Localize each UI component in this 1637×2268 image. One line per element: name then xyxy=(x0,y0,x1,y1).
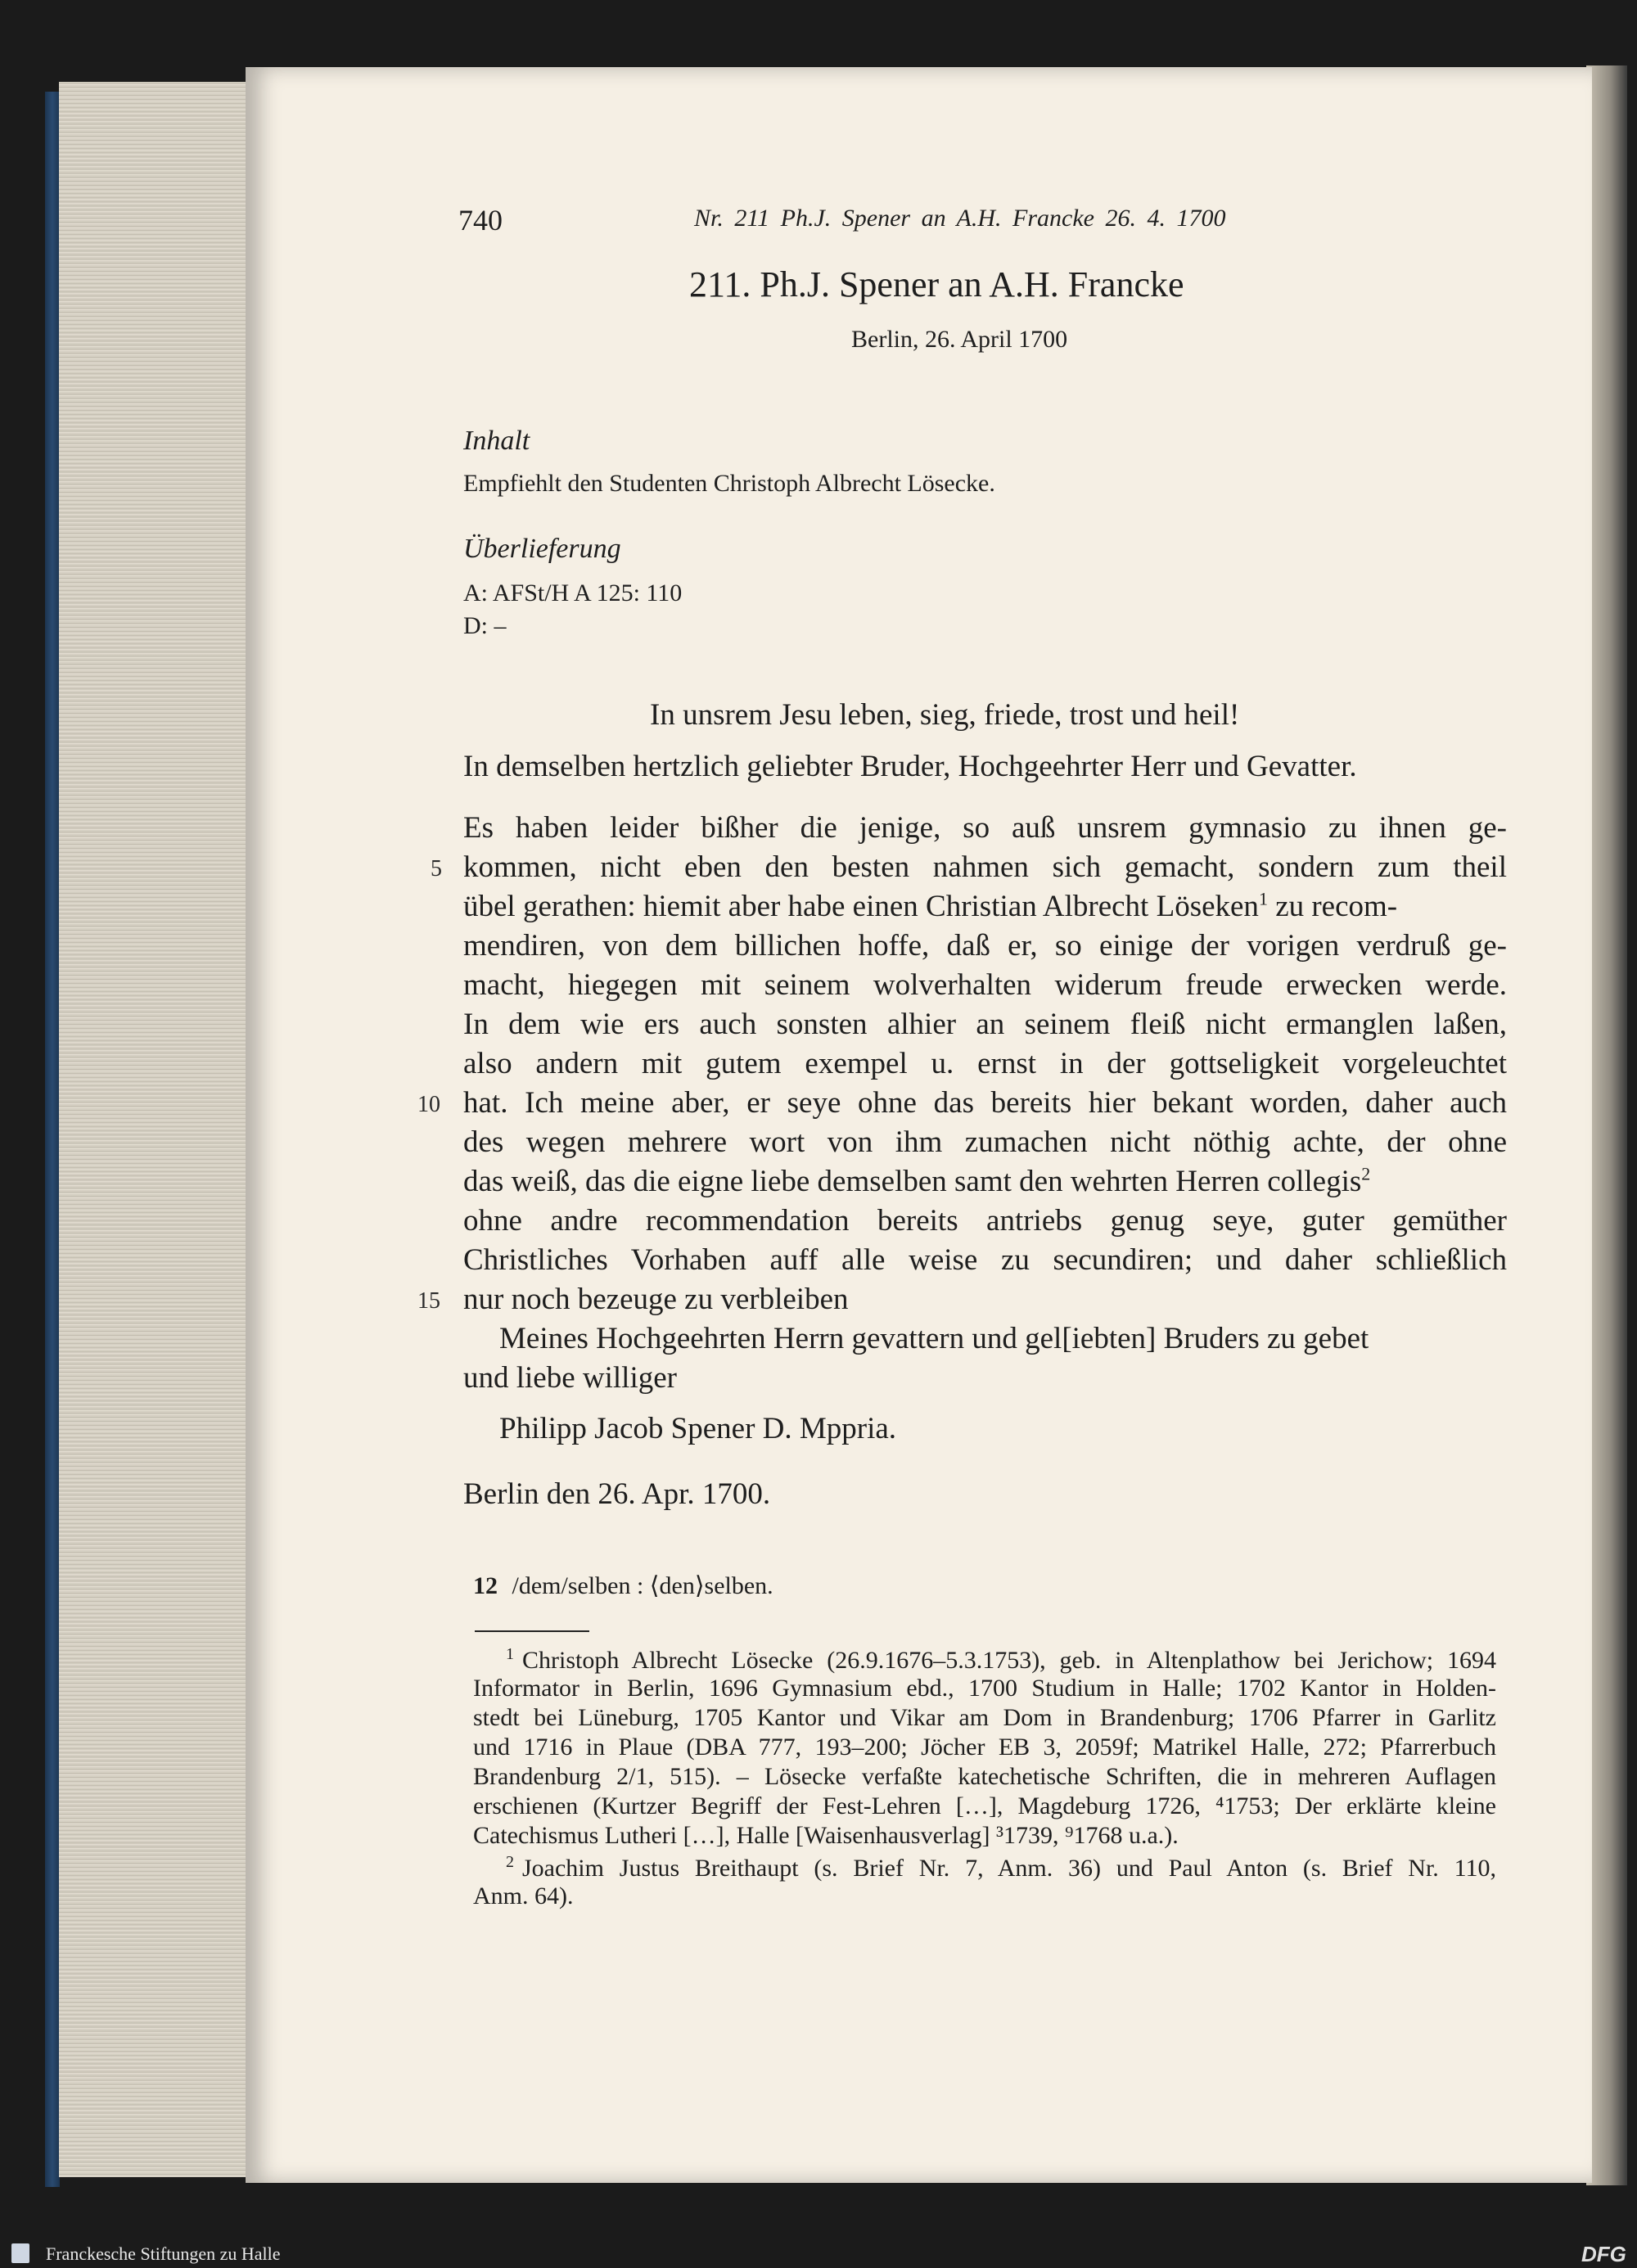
footnote-line: Informator in Berlin, 1696 Gymnasium ebd., 1700 Studium in Halle; 1702 Kantor in Holden- xyxy=(473,1675,1496,1702)
book-right-edge xyxy=(1586,65,1627,2185)
salutation-line-2: In demselben hertzlich geliebter Bruder, Hochgeehrter Herr und Gevatter. xyxy=(463,750,1357,783)
line-number: 5 xyxy=(431,856,442,881)
viewer-footer xyxy=(0,2239,1637,2268)
salutation-line-1: In unsrem Jesu leben, sieg, friede, trost und heil! xyxy=(650,698,1240,732)
body-line: des wegen mehrere wort von ihm zumachen nicht nöthig achte, der ohne xyxy=(463,1125,1507,1159)
footnote-line: Catechismus Lutheri […], Halle [Waisenhausverlag] ³1739, ⁹1768 u.a.). xyxy=(473,1822,1179,1849)
body-line-3-text: übel gerathen: hiemit aber habe einen Christian Albrecht Löseken xyxy=(463,890,1259,923)
body-line: Es haben leider bißher die jenige, so auß unsrem gymnasio zu ihnen ge- xyxy=(463,811,1507,845)
line-number: 10 xyxy=(417,1092,440,1117)
body-line: macht, hiegegen mit seinem wolverhalten widerum freude erwecken werde. xyxy=(463,968,1507,1002)
institution-name: Franckesche Stiftungen zu Halle xyxy=(46,2243,281,2264)
body-line: nur noch bezeuge zu verbleiben xyxy=(463,1283,849,1316)
closing-line-1: Meines Hochgeehrten Herrn gevattern und gel[iebten] Bruders zu gebet xyxy=(499,1322,1369,1355)
body-line: also andern mit gutem exempel u. ernst in der gottseligkeit vorgeleuchtet xyxy=(463,1047,1507,1080)
body-line: Christliches Vorhaben auff alle weise zu secundiren; und daher schließlich xyxy=(463,1243,1507,1277)
footnote-2-text: Joachim Justus Breithaupt (s. Brief Nr. 7, Anm. 36) und Paul Anton (s. Brief Nr. 110, xyxy=(522,1855,1496,1882)
signature: Philipp Jacob Spener D. Mppria. xyxy=(499,1412,897,1445)
footnote-ref-2[interactable]: 2 xyxy=(1361,1163,1371,1184)
footnote-2-mark: 2 xyxy=(506,1853,514,1871)
book-page-edges xyxy=(59,82,255,2177)
body-line: mendiren, von dem billichen hoffe, daß er, so einige der vorigen verdruß ge- xyxy=(463,929,1507,963)
body-line: ohne andre recommendation bereits antriebs genug seye, guter gemüther xyxy=(463,1204,1507,1238)
running-title: Nr. 211 Ph.J. Spener an A.H. Francke 26. 4. 1700 xyxy=(694,205,1226,232)
apparatus-line-number: 12 xyxy=(473,1572,498,1599)
inhalt-text: Empfiehlt den Studenten Christoph Albrecht Lösecke. xyxy=(463,470,995,497)
body-line-3 xyxy=(463,889,1397,924)
line-number: 15 xyxy=(417,1288,440,1314)
footnote-1-line xyxy=(473,1645,1496,1675)
ueberlieferung-d: D: – xyxy=(463,612,507,639)
body-line: hat. Ich meine aber, er seye ohne das bereits hier bekant worden, daher auch xyxy=(463,1086,1507,1120)
body-line-10-text: das weiß, das die eigne liebe demselben samt den wehrten Herren collegis xyxy=(463,1165,1362,1198)
body-line: In dem wie ers auch sonsten alhier an seinem fleiß nicht ermanglen laßen, xyxy=(463,1008,1507,1041)
dfg-badge: DFG xyxy=(1581,2242,1626,2266)
letter-title: 211. Ph.J. Spener an A.H. Francke xyxy=(689,264,1184,304)
footnote-line: Anm. 64). xyxy=(473,1882,574,1910)
place-date: Berlin, 26. April 1700 xyxy=(851,326,1068,353)
footnote-1-mark: 1 xyxy=(506,1645,514,1663)
closing-line-2: und liebe williger xyxy=(463,1361,677,1395)
footnote-line: und 1716 in Plaue (DBA 777, 193–200; Jöcher EB 3, 2059f; Matrikel Halle, 272; Pfarrerbuch xyxy=(473,1734,1496,1761)
footnote-2-line xyxy=(473,1853,1496,1882)
footnote-line: Brandenburg 2/1, 515). – Lösecke verfaßte katechetische Schriften, die in mehreren Auflagen xyxy=(473,1763,1496,1790)
book-cover-spine xyxy=(45,92,60,2187)
inhalt-heading: Inhalt xyxy=(463,426,530,456)
body-line-10 xyxy=(463,1164,1370,1199)
footnote-line: stedt bei Lüneburg, 1705 Kantor und Vikar am Dom in Brandenburg; 1706 Pfarrer in Garlitz xyxy=(473,1704,1496,1731)
institution-logo-icon xyxy=(11,2243,29,2263)
page-number: 740 xyxy=(458,204,503,237)
footnote-line: erschienen (Kurtzer Begriff der Fest-Lehren […], Magdeburg 1726, ⁴1753; Der erklärte kleine xyxy=(473,1792,1496,1819)
body-line: kommen, nicht eben den besten nahmen sich gemacht, sondern zum theil xyxy=(463,850,1507,884)
dateline: Berlin den 26. Apr. 1700. xyxy=(463,1477,771,1511)
ueberlieferung-a: A: AFSt/H A 125: 110 xyxy=(463,579,683,606)
body-line-3-tail: zu recom- xyxy=(1267,890,1398,923)
footnote-separator xyxy=(475,1630,589,1632)
footnote-1-text: Christoph Albrecht Lösecke (26.9.1676–5.3.1753), geb. in Altenplathow bei Jerichow; 1694 xyxy=(522,1647,1496,1674)
apparatus-text: /dem/selben : ⟨den⟩selben. xyxy=(512,1572,773,1599)
apparatus-entry xyxy=(473,1571,773,1600)
footnote-ref-1[interactable]: 1 xyxy=(1258,888,1268,909)
ueberlieferung-heading: Überlieferung xyxy=(463,534,621,564)
